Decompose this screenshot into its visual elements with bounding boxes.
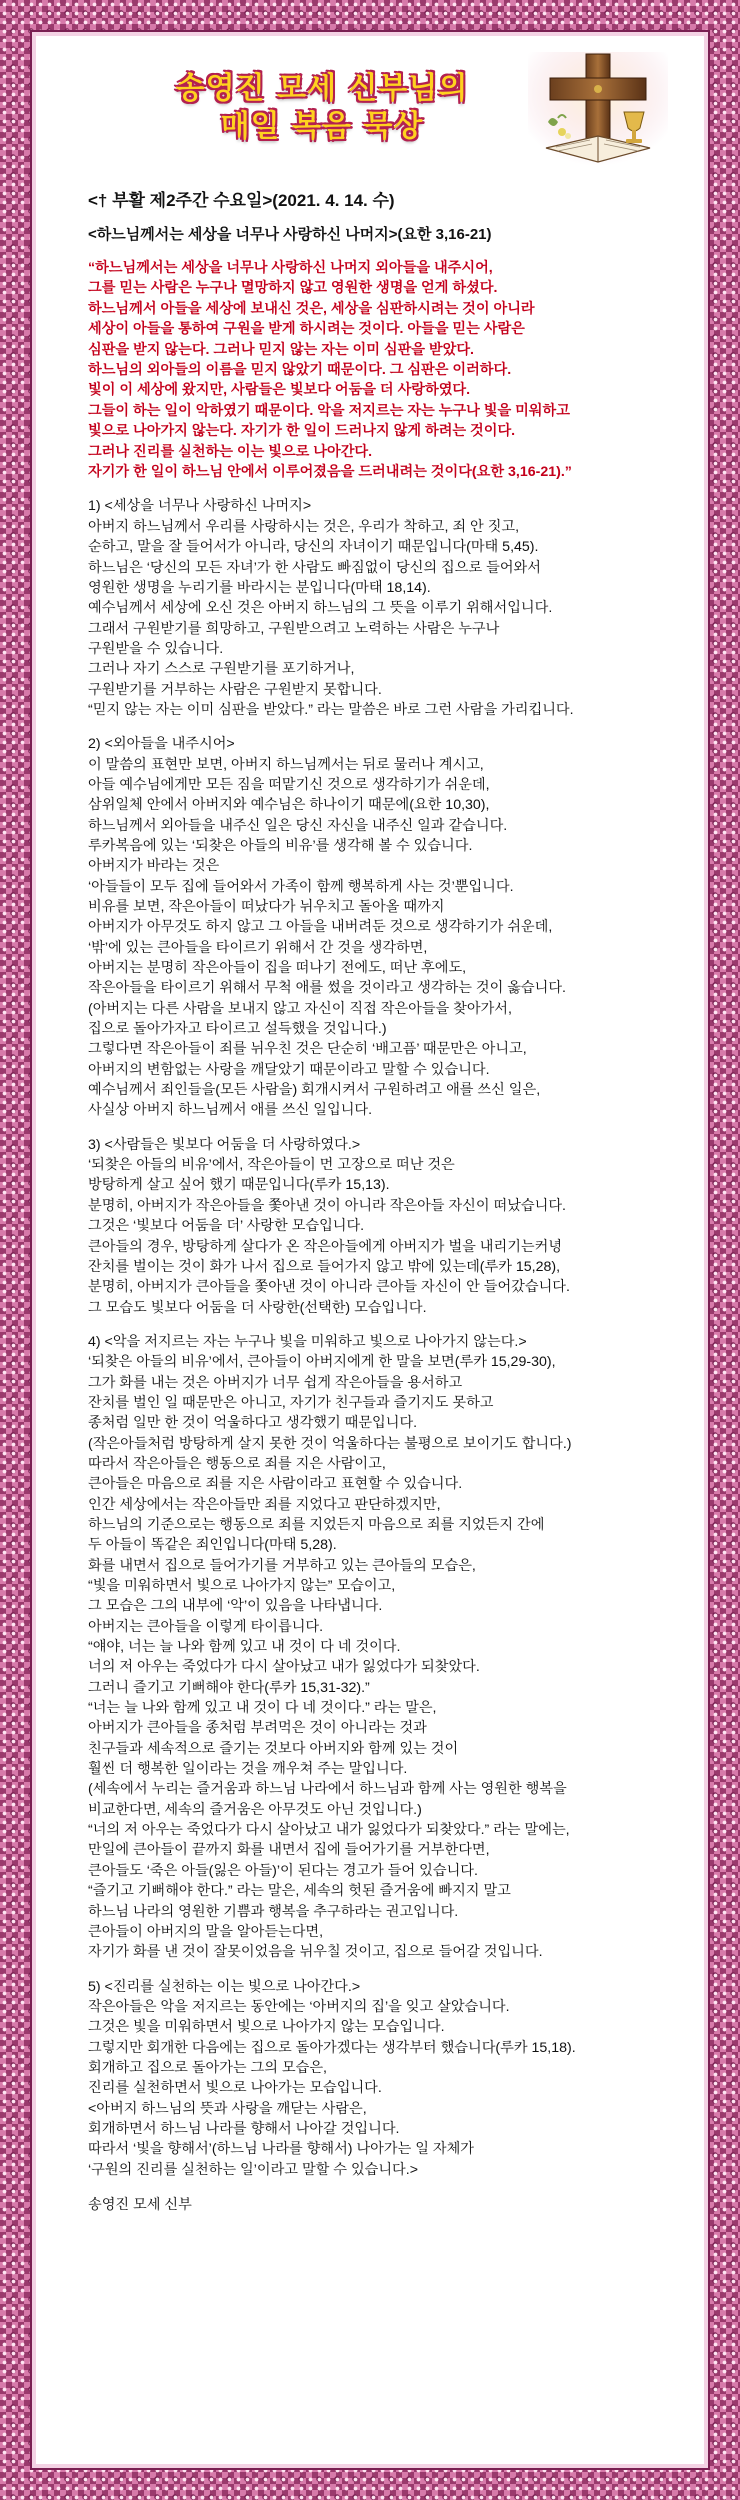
paragraph-line: 아들 예수님에게만 모든 짐을 떠맡기신 것으로 생각하기가 쉬운데, xyxy=(88,776,490,793)
paragraph-line: “믿지 않는 자는 이미 심판을 받았다.” 라는 말씀은 바로 그런 사람을 가리킵니다. xyxy=(88,701,574,718)
paragraph-line: 방탕하게 살고 싶어 했기 때문입니다(루카 15,13). xyxy=(88,1177,390,1194)
scripture-passage xyxy=(88,258,672,482)
paragraph-line: 회개하고 집으로 돌아가는 그의 모습은, xyxy=(88,2059,327,2076)
section-heading: 3) <사람들은 빛보다 어둠을 더 사랑하였다.> xyxy=(88,1136,361,1153)
paragraph-line: 진리를 실천하면서 빛으로 나아가는 모습입니다. xyxy=(88,2080,382,2097)
meditation-section-4 xyxy=(88,1332,672,1963)
paragraph-line: 그 모습은 그의 내부에 ‘악’이 있음을 나타냅니다. xyxy=(88,1598,383,1615)
paragraph-line: 그래서 구원받기를 희망하고, 구원받으려고 노력하는 사람은 누구나 xyxy=(88,620,500,637)
paragraph-line: 그렇지만 회개한 다음에는 집으로 돌아가겠다는 생각부터 했습니다(루카 15,18). xyxy=(88,2039,576,2056)
paragraph-line: 그것은 빛을 미워하면서 빛으로 나아가지 않는 모습입니다. xyxy=(88,2019,445,2036)
paragraph-line: 비유를 보면, 작은아들이 떠났다가 뉘우치고 돌아올 때까지 xyxy=(88,899,445,915)
title-line-1: 송영진 모세 신부님의 xyxy=(175,71,469,106)
scripture-line: 심판을 받지 않는다. 그러나 믿지 않는 자는 이미 심판을 받았다. xyxy=(88,341,474,358)
author-signature: 송영진 모세 신부 xyxy=(88,2196,192,2213)
paragraph-line: 잔치를 벌인 일 때문만은 아니고, 자기가 친구들과 즐기지도 못하고 xyxy=(88,1394,494,1411)
paragraph-line: 그것은 ‘빛보다 어둠을 더’ 사랑한 모습입니다. xyxy=(88,1218,365,1235)
paragraph-line: 아버지가 아무것도 하지 않고 그 아들을 내버려둔 것으로 생각하기가 쉬운데, xyxy=(88,919,553,936)
title-line-2: 매일 복음 묵상 xyxy=(220,109,424,144)
paragraph-line: 따라서 작은아들은 행동으로 죄를 지은 사람이고, xyxy=(88,1455,386,1472)
paragraph-line: “너는 늘 나와 함께 있고 내 것이 다 네 것이다.” 라는 말은, xyxy=(88,1700,437,1717)
paragraph-line: “즐기고 기뻐해야 한다.” 라는 말은, 세속의 헛된 즐거움에 빠지지 말고 xyxy=(88,1883,511,1900)
section-heading: 4) <악을 저지르는 자는 누구나 빛을 미워하고 빛으로 나아가지 않는다.> xyxy=(88,1333,527,1350)
paragraph-line: ‘아들들이 모두 집에 들어와서 가족이 함께 행복하게 사는 것’뿐입니다. xyxy=(88,878,514,895)
paragraph-line: 하느님 나라의 영원한 기쁨과 행복을 추구하라는 권고입니다. xyxy=(88,1903,459,1920)
paragraph-line: 그렇다면 작은아들이 죄를 뉘우친 것은 단순히 ‘배고픔’ 때문만은 아니고, xyxy=(88,1041,527,1058)
paragraph-line: 분명히, 아버지가 작은아들을 쫓아낸 것이 아니라 작은아들 자신이 떠났습니다. xyxy=(88,1197,566,1214)
paragraph-line: 루카복음에 있는 ‘되찾은 아들의 비유’를 생각해 볼 수 있습니다. xyxy=(88,837,473,854)
paragraph-line: 작은아들을 타이르기 위해서 무척 애를 썼을 것이라고 생각하는 것이 옳습니다. xyxy=(88,980,566,997)
meditation-section-3 xyxy=(88,1135,672,1318)
paragraph-line: 두 아들이 똑같은 죄인입니다(마태 5,28). xyxy=(88,1537,337,1554)
paragraph-line: (작은아들처럼 방탕하게 살지 못한 것이 억울하다는 불평으로 보이기도 합니다.) xyxy=(88,1435,572,1452)
paragraph-line: 예수님께서 죄인들을(모든 사람을) 회개시켜서 구원하려고 애를 쓰신 일은, xyxy=(88,1082,541,1099)
paragraph-line: ‘구원의 진리를 실천하는 일’이라고 말할 수 있습니다.> xyxy=(88,2161,418,2178)
paragraph-line: 구원받을 수 있습니다. xyxy=(88,640,224,657)
paragraph-line: 삼위일체 안에서 아버지와 예수님은 하나이기 때문에(요한 10,30), xyxy=(88,797,490,814)
paragraph-line: 그러니 즐기고 기뻐해야 한다(루카 15,31-32).” xyxy=(88,1679,370,1696)
paragraph-line: “빛을 미워하면서 빛으로 나아가지 않는” 모습이고, xyxy=(88,1578,396,1594)
meditation-section-1 xyxy=(88,496,672,720)
paragraph-line: ‘밖’에 있는 큰아들을 타이르기 위해서 간 것을 생각하면, xyxy=(88,939,428,956)
paragraph-line: 그 모습도 빛보다 어둠을 더 사랑한(선택한) 모습입니다. xyxy=(88,1299,427,1316)
paragraph-line: <아버지 하느님의 뜻과 사랑을 깨닫는 사람은, xyxy=(88,2100,367,2117)
paragraph-line: 큰아들의 경우, 방탕하게 살다가 온 작은아들에게 아버지가 벌을 내리기는커녕 xyxy=(88,1238,563,1255)
paragraph-line: 분명히, 아버지가 큰아들을 쫓아낸 것이 아니라 큰아들 자신이 안 들어갔습니다. xyxy=(88,1279,570,1296)
scripture-line: 하느님께서 아들을 세상에 보내신 것은, 세상을 심판하시려는 것이 아니라 xyxy=(88,300,535,317)
paragraph-line: 인간 세상에서는 작은아들만 죄를 지었다고 판단하겠지만, xyxy=(88,1496,441,1513)
scripture-line: 하느님의 외아들의 이름을 믿지 않았기 때문이다. 그 심판은 이러하다. xyxy=(88,362,512,379)
paragraph-line: 하느님의 기준으로는 행동으로 죄를 지었든지 마음으로 죄를 지었든지 간에 xyxy=(88,1516,545,1533)
paragraph-line: ‘되찾은 아들의 비유’에서, 작은아들이 먼 고장으로 떠난 것은 xyxy=(88,1157,455,1174)
section-heading: 2) <외아들을 내주시어> xyxy=(88,736,235,753)
section-heading: 5) <진리를 실천하는 이는 빛으로 나아간다.> xyxy=(88,1978,361,1995)
paragraph-line: 집으로 돌아가자고 타이르고 설득했을 것입니다.) xyxy=(88,1021,387,1038)
scripture-line: 그들이 하는 일이 악하였기 때문이다. 악을 저지르는 자는 누구나 빛을 미워하고 xyxy=(88,402,570,419)
paragraph-line: (아버지는 다른 사람을 보내지 않고 자신이 직접 작은아들을 찾아가서, xyxy=(88,1000,512,1017)
meditation-section-2 xyxy=(88,734,672,1121)
paragraph-line: 예수님께서 세상에 오신 것은 아버지 하느님의 그 뜻을 이루기 위해서입니다. xyxy=(88,600,553,617)
page-title xyxy=(132,70,512,146)
paragraph-line: 순하고, 말을 잘 들어서가 아니라, 당신의 자녀이기 때문입니다(마태 5,45). xyxy=(88,539,539,556)
scripture-line: “하느님께서는 세상을 너무나 사랑하신 나머지 외아들을 내주시어, xyxy=(88,260,493,276)
scripture-line: 자기가 한 일이 하느님 안에서 이루어졌음을 드러내려는 것이다(요한 3,16-21).” xyxy=(88,464,572,481)
scripture-line: 빛으로 나아가지 않는다. 자기가 한 일이 드러나지 않게 하려는 것이다. xyxy=(88,423,516,440)
paragraph-line: 아버지는 분명히 작은아들이 집을 떠나기 전에도, 떠난 후에도, xyxy=(88,960,467,977)
paragraph-line: 작은아들은 악을 저지르는 동안에는 ‘아버지의 집’을 잊고 살았습니다. xyxy=(88,1998,510,2015)
section-heading: 1) <세상을 너무나 사랑하신 나머지> xyxy=(88,498,312,515)
cross-with-chalice-and-bible-icon xyxy=(528,52,668,172)
paragraph-line: 하느님께서 외아들을 내주신 일은 당신 자신을 내주신 일과 같습니다. xyxy=(88,817,508,834)
paragraph-line: 훨씬 더 행복한 일이라는 것을 깨우쳐 주는 말입니다. xyxy=(88,1761,408,1778)
paragraph-line: 그러나 자기 스스로 구원받기를 포기하거나, xyxy=(88,661,355,678)
paragraph-line: 잔치를 벌이는 것이 화가 나서 집으로 들어가지 않고 밖에 있는데(루카 15,28), xyxy=(88,1258,561,1275)
paragraph-line: 친구들과 세속적으로 즐기는 것보다 아버지와 함께 있는 것이 xyxy=(88,1740,459,1757)
meditation-body xyxy=(88,496,672,2180)
paragraph-line: 큰아들도 ‘죽은 아들(잃은 아들)’이 된다는 경고가 들어 있습니다. xyxy=(88,1862,478,1879)
meditation-page xyxy=(30,30,710,2470)
topic-heading: <하느님께서는 세상을 너무나 사랑하신 나머지>(요한 3,16-21) xyxy=(88,226,492,243)
paragraph-line: 사실상 아버지 하느님께서 애를 쓰신 일입니다. xyxy=(88,1102,373,1119)
scripture-line: 빛이 이 세상에 왔지만, 사람들은 빛보다 어둠을 더 사랑하였다. xyxy=(88,382,471,399)
paragraph-line: 아버지가 바라는 것은 xyxy=(88,858,220,875)
paragraph-line: 아버지는 큰아들을 이렇게 타이릅니다. xyxy=(88,1618,324,1635)
paragraph-line: 비교한다면, 세속의 즐거움은 아무것도 아닌 것입니다.) xyxy=(88,1801,422,1818)
paragraph-line: 영원한 생명을 누리기를 바라시는 분입니다(마태 18,14). xyxy=(88,579,431,596)
paragraph-line: ‘되찾은 아들의 비유’에서, 큰아들이 아버지에게 한 말을 보면(루카 15,29-30), xyxy=(88,1354,556,1371)
paragraph-line: (세속에서 누리는 즐거움과 하느님 나라에서 하느님과 함께 사는 영원한 행복을 xyxy=(88,1781,567,1798)
paragraph-line: 너의 저 아우는 죽었다가 다시 살아났고 내가 잃었다가 되찾았다. xyxy=(88,1659,480,1676)
date-heading: <† 부활 제2주간 수요일>(2021. 4. 14. 수) xyxy=(88,191,395,210)
header xyxy=(88,52,672,172)
paragraph-line: 따라서 ‘빛을 향해서’(하느님 나라를 향해서) 나아가는 일 자체가 xyxy=(88,2141,474,2158)
paragraph-line: 아버지의 변함없는 사랑을 깨달았기 때문이라고 말할 수 있습니다. xyxy=(88,1061,490,1078)
paragraph-line: 큰아들은 마음으로 죄를 지은 사람이라고 표현할 수 있습니다. xyxy=(88,1476,463,1493)
scripture-line: 그를 믿는 사람은 누구나 멸망하지 않고 영원한 생명을 얻게 하셨다. xyxy=(88,280,498,297)
paragraph-line: 회개하면서 하느님 나라를 향해서 나아갈 것입니다. xyxy=(88,2120,400,2137)
paragraph-line: 아버지가 큰아들을 종처럼 부려먹은 것이 아니라는 것과 xyxy=(88,1720,427,1737)
paragraph-line: “너의 저 아우는 죽었다가 다시 살아났고 내가 잃었다가 되찾았다.” 라는 말에는, xyxy=(88,1822,570,1839)
paragraph-line: 큰아들이 아버지의 말을 알아듣는다면, xyxy=(88,1923,324,1940)
scripture-line: 그러나 진리를 실천하는 이는 빛으로 나아간다. xyxy=(88,443,373,460)
paragraph-line: 자기가 화를 낸 것이 잘못이었음을 뉘우칠 것이고, 집으로 들어갈 것입니다. xyxy=(88,1944,543,1961)
paragraph-line: 화를 내면서 집으로 들어가기를 거부하고 있는 큰아들의 모습은, xyxy=(88,1557,476,1574)
paragraph-line: 종처럼 일만 한 것이 억울하다고 생각했기 때문입니다. xyxy=(88,1415,418,1432)
scripture-line: 세상이 아들을 통하여 구원을 받게 하시려는 것이다. 아들을 믿는 사람은 xyxy=(88,321,525,338)
paragraph-line: 하느님은 ‘당신의 모든 자녀’가 한 사람도 빠짐없이 당신의 집으로 들어와서 xyxy=(88,559,541,576)
paragraph-line: 아버지 하느님께서 우리를 사랑하시는 것은, 우리가 착하고, 죄 안 짓고, xyxy=(88,518,520,535)
paragraph-line: 그가 화를 내는 것은 아버지가 너무 쉽게 작은아들을 용서하고 xyxy=(88,1374,463,1391)
paragraph-line: 이 말씀의 표현만 보면, 아버지 하느님께서는 뒤로 물러나 계시고, xyxy=(88,756,484,773)
paragraph-line: “얘야, 너는 늘 나와 함께 있고 내 것이 다 네 것이다. xyxy=(88,1639,401,1656)
meditation-section-5 xyxy=(88,1977,672,2180)
paragraph-line: 구원받기를 거부하는 사람은 구원받지 못합니다. xyxy=(88,681,382,698)
paragraph-line: 만일에 큰아들이 끝까지 화를 내면서 집에 들어가기를 거부한다면, xyxy=(88,1842,490,1859)
